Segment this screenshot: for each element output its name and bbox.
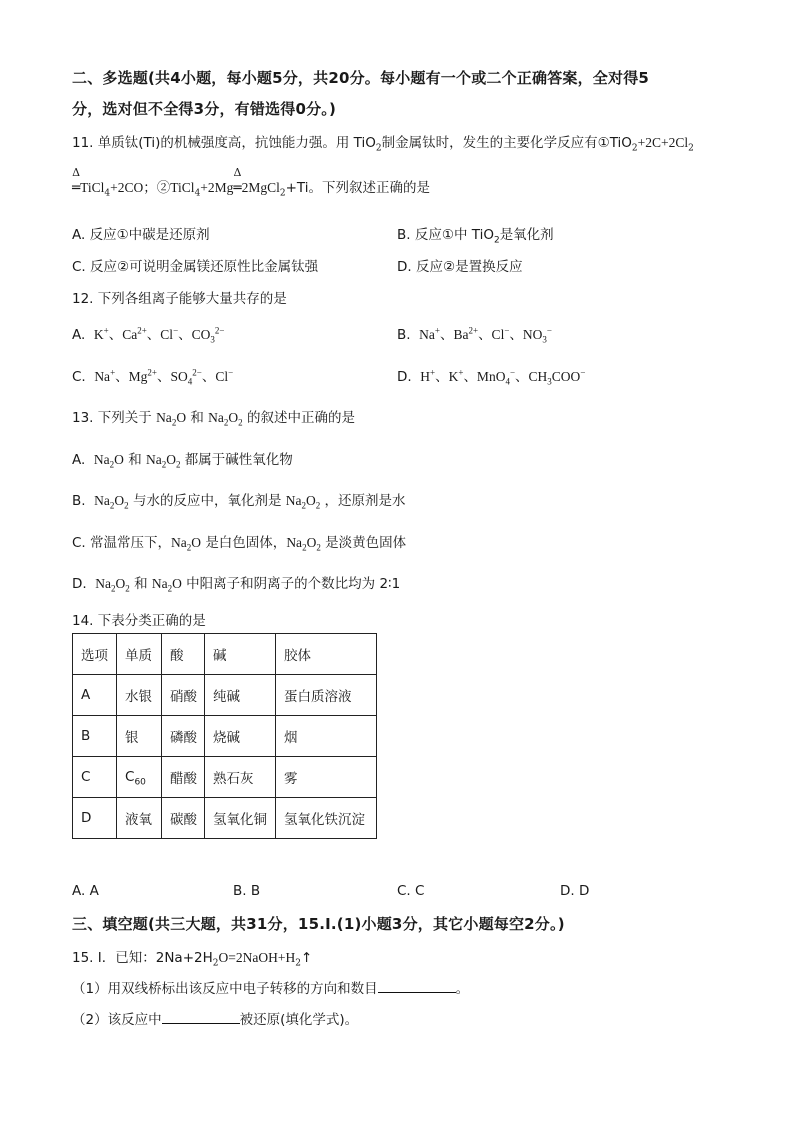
table-header-cell: 碱 — [205, 634, 276, 675]
table-row — [73, 798, 377, 839]
q12-option-d: D. H+、K+、MnO$_4$−、$CH_3COO^-$ — [397, 367, 586, 387]
section-3-heading: 三、填空题(共三大题，共31分，15.I.(1)小题3分，其它小题每空2分。) — [72, 915, 565, 933]
q13-stem: 13. 下列关于 $Na_2O$ 和 $Na_2O_2$ 的叙述中正确的是 — [72, 410, 355, 428]
q11-option-b: B. 反应①中 TiO$_2$是氧化剂 — [397, 227, 554, 246]
q13-option-b: B. $Na_2O_2$ 与水的反应中，氧化剂是 $Na_2O_2$ ，还原剂是水 — [72, 493, 406, 511]
table-row — [73, 675, 377, 716]
q11-option-a: A. 反应①中碳是还原剂 — [72, 227, 210, 243]
q11-stem: 11. 单质钛(Ti)的机械强度高，抗蚀能力强。用 TiO$_2$制金属钛时，发生的主要化学反应有$①TiO_2+2C+2Cl_2$ — [72, 135, 694, 154]
table-row — [73, 716, 377, 757]
q14-option-a: A. A — [72, 883, 99, 899]
table-cell: 氢氧化铜 — [205, 798, 276, 839]
q12-stem: 12. 下列各组离子能够大量共存的是 — [72, 291, 287, 307]
q12-option-c: C. Na+、$Mg^{2+}$、$SO_4^{2-}$、Cl− — [72, 367, 234, 387]
table-cell: 蛋白质溶液 — [276, 675, 377, 716]
table-cell-c60: $C_{60}$ — [117, 757, 162, 798]
q11-equations: Δ ═TiCl$_4$+2CO；②TiCl$_4$+2Mg Δ ═2MgCl$_2$+Ti。下列叙述正确的是 — [72, 166, 430, 199]
table-header-cell: 胶体 — [276, 634, 377, 675]
table-cell: 纯碱 — [205, 675, 276, 716]
table-cell: C — [73, 757, 117, 798]
table-cell: 熟石灰 — [205, 757, 276, 798]
q13-option-a: A. $Na_2O$ 和 $Na_2O_2$ 都属于碱性氧化物 — [72, 452, 293, 470]
q14-stem: 14. 下表分类正确的是 — [72, 613, 206, 629]
q15-sub1: （1）用双线桥标出该反应中电子转移的方向和数目 。 — [72, 977, 469, 997]
table-cell: 液氧 — [117, 798, 162, 839]
heat-symbol: Δ ═ — [233, 166, 242, 196]
q13-option-c: C. 常温常压下，$Na_2O$ 是白色固体，$Na_2O_2$ 是淡黄色固体 — [72, 535, 407, 553]
table-cell: 雾 — [276, 757, 377, 798]
table-cell: 磷酸 — [162, 716, 205, 757]
q13-option-d: D. $Na_2O_2$ 和 $Na_2O$ 中阳离子和阴离子的个数比均为 2∶1 — [72, 576, 401, 594]
q14-option-b: B. B — [233, 883, 261, 899]
table-cell: 硝酸 — [162, 675, 205, 716]
table-header-cell: 选项 — [73, 634, 117, 675]
table-cell: D — [73, 798, 117, 839]
q11-option-d: D. 反应②是置换反应 — [397, 259, 523, 275]
table-cell: 水银 — [117, 675, 162, 716]
section-2-heading-line2: 分，选对但不全得3分，有错选得0分。) — [72, 100, 337, 118]
q11-option-c: C. 反应②可说明金属镁还原性比金属钛强 — [72, 259, 319, 275]
table-cell: 氢氧化铁沉淀 — [276, 798, 377, 839]
table-header-row — [73, 634, 377, 675]
table-cell: 银 — [117, 716, 162, 757]
q15-sub2: （2）该反应中 被还原(填化学式)。 — [72, 1008, 358, 1028]
table-cell: 碳酸 — [162, 798, 205, 839]
q12-option-a: A. K+、$Ca^{2+}$、Cl−、$CO_3^{2-}$ — [72, 325, 225, 345]
classification-table — [72, 633, 377, 839]
q14-option-c: C. C — [397, 883, 425, 899]
table-cell: 烟 — [276, 716, 377, 757]
answer-blank[interactable] — [378, 978, 456, 993]
table-header-cell: 单质 — [117, 634, 162, 675]
heat-symbol: Δ ═ — [72, 166, 81, 196]
q14-option-d: D. D — [560, 883, 590, 899]
table-cell: B — [73, 716, 117, 757]
table-row — [73, 757, 377, 798]
table-cell: A — [73, 675, 117, 716]
answer-blank[interactable] — [162, 1009, 240, 1024]
q15-stem: 15. I．已知：$2Na+2H_2O=2NaOH+H_2↑$ — [72, 950, 313, 969]
q12-option-b: B. Na+、$Ba^{2+}$、Cl−、$NO_3^-$ — [397, 325, 552, 345]
table-header-cell: 酸 — [162, 634, 205, 675]
section-2-heading-line1: 二、多选题(共4小题，每小题5分，共20分。每小题有一个或二个正确答案，全对得5 — [72, 69, 650, 87]
table-cell: 醋酸 — [162, 757, 205, 798]
table-cell: 烧碱 — [205, 716, 276, 757]
